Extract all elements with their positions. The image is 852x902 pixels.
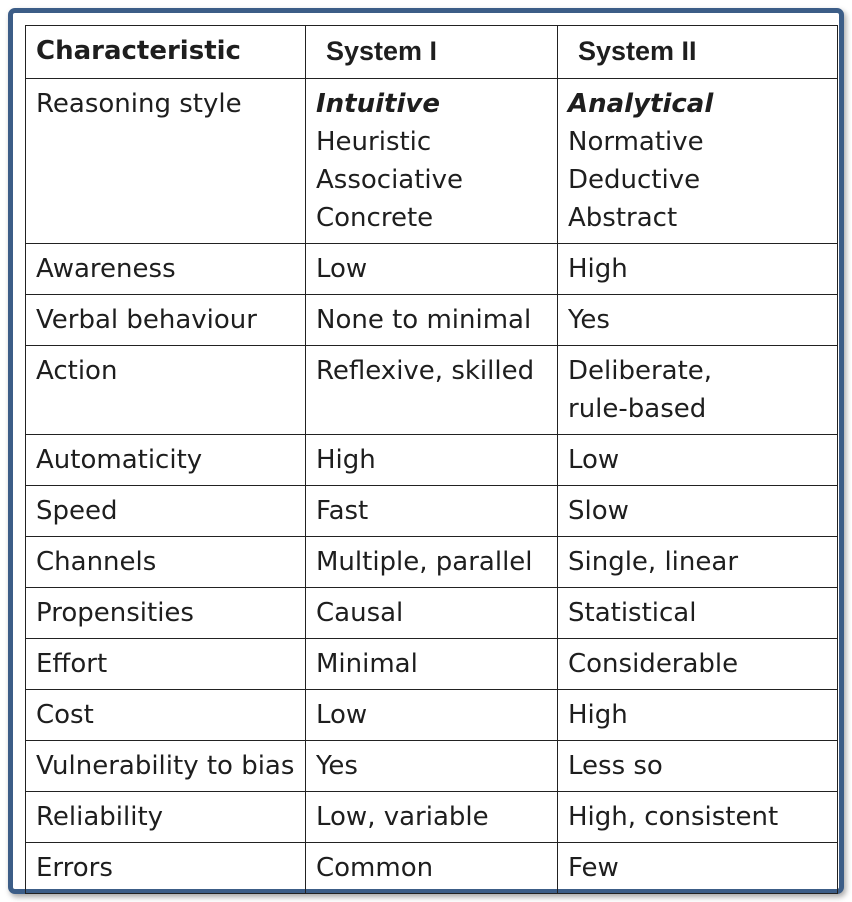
characteristic-cell: Action bbox=[26, 346, 306, 435]
characteristic-cell: Reliability bbox=[26, 792, 306, 843]
header-characteristic: Characteristic bbox=[26, 26, 306, 79]
characteristic-cell: Propensities bbox=[26, 588, 306, 639]
characteristic-cell: Errors bbox=[26, 843, 306, 894]
system1-cell: Fast bbox=[306, 486, 558, 537]
characteristic-cell: Speed bbox=[26, 486, 306, 537]
characteristic-cell: Awareness bbox=[26, 244, 306, 295]
system2-cell: High bbox=[558, 690, 838, 741]
table-row bbox=[26, 295, 838, 346]
system1-item: Associative bbox=[316, 165, 464, 195]
characteristic-cell: Channels bbox=[26, 537, 306, 588]
system2-cell bbox=[558, 346, 838, 435]
table-row bbox=[26, 346, 838, 435]
system1-item: Concrete bbox=[316, 203, 434, 233]
system2-line: Deliberate, bbox=[568, 356, 713, 386]
characteristic-cell: Effort bbox=[26, 639, 306, 690]
system2-item: Normative bbox=[568, 127, 704, 157]
table-row bbox=[26, 690, 838, 741]
table-row bbox=[26, 588, 838, 639]
system1-item: Heuristic bbox=[316, 127, 432, 157]
system1-cell: Minimal bbox=[306, 639, 558, 690]
table-row bbox=[26, 639, 838, 690]
system2-cell: Considerable bbox=[558, 639, 838, 690]
system2-cell: Slow bbox=[558, 486, 838, 537]
system1-emphasis: Intuitive bbox=[316, 89, 440, 119]
characteristic-cell: Reasoning style bbox=[26, 79, 306, 244]
table-row bbox=[26, 79, 838, 244]
characteristic-cell: Vulnerability to bias bbox=[26, 741, 306, 792]
system2-cell: Statistical bbox=[558, 588, 838, 639]
table-row bbox=[26, 741, 838, 792]
system1-cell: Low bbox=[306, 244, 558, 295]
system2-cell: Single, linear bbox=[558, 537, 838, 588]
system2-line: rule-based bbox=[568, 394, 707, 424]
system2-cell: High bbox=[558, 244, 838, 295]
system2-cell: Less so bbox=[558, 741, 838, 792]
system1-cell: Multiple, parallel bbox=[306, 537, 558, 588]
table-row bbox=[26, 792, 838, 843]
system1-cell: Yes bbox=[306, 741, 558, 792]
table-row bbox=[26, 435, 838, 486]
characteristic-cell: Cost bbox=[26, 690, 306, 741]
system2-cell: High, consistent bbox=[558, 792, 838, 843]
table-frame bbox=[8, 8, 844, 894]
header-system-2: System II bbox=[558, 26, 838, 79]
table-row bbox=[26, 843, 838, 894]
system1-cell: Causal bbox=[306, 588, 558, 639]
system2-cell: Low bbox=[558, 435, 838, 486]
system1-cell: None to minimal bbox=[306, 295, 558, 346]
system2-item: Deductive bbox=[568, 165, 701, 195]
system1-cell: Low bbox=[306, 690, 558, 741]
header-system-1: System I bbox=[306, 26, 558, 79]
table-row bbox=[26, 537, 838, 588]
table-row bbox=[26, 486, 838, 537]
table-row bbox=[26, 244, 838, 295]
system2-cell: Few bbox=[558, 843, 838, 894]
system1-cell bbox=[306, 79, 558, 244]
system2-cell: Yes bbox=[558, 295, 838, 346]
table-header-row bbox=[26, 26, 838, 79]
system1-cell: Reflexive, skilled bbox=[306, 346, 558, 435]
system1-cell: High bbox=[306, 435, 558, 486]
system2-cell bbox=[558, 79, 838, 244]
characteristic-cell: Verbal behaviour bbox=[26, 295, 306, 346]
comparison-table bbox=[25, 25, 838, 894]
characteristic-cell: Automaticity bbox=[26, 435, 306, 486]
system1-cell: Low, variable bbox=[306, 792, 558, 843]
system1-cell: Common bbox=[306, 843, 558, 894]
system2-emphasis: Analytical bbox=[568, 89, 714, 119]
system2-item: Abstract bbox=[568, 203, 678, 233]
